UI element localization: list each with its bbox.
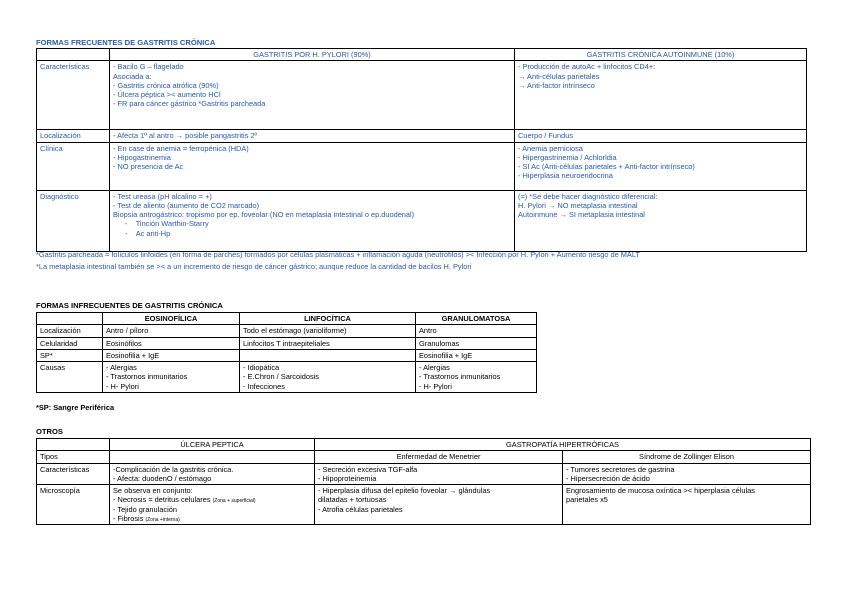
row-label: Causas	[37, 362, 103, 393]
text-line: - H- Pylori	[419, 381, 452, 391]
cell-autoimmune-location	[515, 130, 807, 142]
text-line: - Trastornos inmunitarios	[419, 372, 501, 382]
table-row	[37, 325, 537, 337]
table-cell	[416, 362, 537, 393]
table-cell	[110, 451, 315, 463]
row-label: Microscopía	[37, 485, 110, 525]
text-line: Autoinmune → SI metaplasia intestinal	[518, 210, 645, 219]
text-line: - E.Chron / Sarcoidosis	[243, 372, 319, 382]
text-line: - Hipersecreción de ácido	[566, 473, 650, 483]
zone-note: (Zona +interna)	[145, 516, 180, 523]
row-label: Características	[37, 61, 110, 130]
header-eosinophilic: EOSINOFÍLICA	[103, 313, 240, 325]
row-label: Localización	[37, 130, 110, 142]
text-line: - Test de aliento (aumento de CO2 marcado)	[113, 200, 260, 210]
table-cell	[240, 362, 416, 393]
cell-hpylori-characteristics	[110, 61, 515, 130]
note-metaplasia: *La metaplasia intestinal también se >< a un incremento de riesgo de cáncer gástrico; aunque reduce la cantidad de bacilos H. Pylori	[36, 262, 472, 271]
text-line: - Hipergastrinemia / Achlorldia	[518, 152, 617, 162]
header-hypertrophic-gastropathy: GASTROPATÍA HIPERTRÓFICAS	[315, 439, 811, 451]
text-line: - Trastornos inmunitarios	[106, 372, 188, 382]
text-line: - SI Ac (Anti-células parietales + Anti-factor intrínseco)	[518, 162, 695, 171]
text-line: → Anti-células parietales	[518, 71, 600, 81]
text-line: - Test ureasa (pH alcalino = +)	[113, 191, 212, 201]
table-row	[37, 130, 807, 142]
section2-title: FORMAS INFRECUENTES DE GASTRITIS CRÓNICA	[36, 301, 223, 310]
table-row	[37, 190, 807, 251]
table-row	[37, 61, 807, 130]
text-line: - NO presencia de Ac	[113, 162, 184, 171]
text-line: - Tejido granulación	[113, 504, 177, 514]
table-row	[37, 451, 811, 463]
table-cell	[315, 485, 563, 525]
row-label: Tipos	[37, 451, 110, 463]
row-label: Celularidad	[37, 337, 103, 349]
text-line	[113, 514, 311, 523]
table-cell: Antro	[416, 325, 537, 337]
text-line: - Infecciones	[243, 381, 285, 391]
text-line: (=) *Se debe hacer diagnóstico diferencial:	[518, 191, 658, 201]
text-line: dilatadas + tortuosas	[318, 495, 387, 505]
cell-hpylori-location	[110, 130, 515, 142]
text-line: Se observa en conjunto:	[113, 486, 193, 495]
row-label: Clínica	[37, 142, 110, 190]
text-line: - En case de anemia = ferropénica (HDA)	[113, 143, 249, 153]
text-line: - Secreción excesiva TGF-alfa	[318, 464, 418, 474]
table-cell: Eosinofilia + IgE	[103, 349, 240, 361]
infrequent-gastritis-table	[36, 312, 537, 393]
note-parcheada: *Gastritis parcheada = folículos linfoides (en forma de parches) formados por células plasmáticas + inflamación aguda (neutrófilos) >< Infección por H. Pylori + Aumento riesgo de MALT	[36, 250, 640, 259]
text-line: - Hiperplasia neuroendocrina	[518, 171, 613, 181]
text-line: - Bacilo G – flagelado	[113, 62, 184, 72]
header-granulomatous: GRANULOMATOSA	[416, 313, 537, 325]
text-line: -Complicación de la gastritis crónica.	[113, 464, 234, 474]
table-row	[37, 142, 807, 190]
header-lymphocytic: LINFOCÍTICA	[240, 313, 416, 325]
table-cell	[103, 362, 240, 393]
text-line: - FR para cáncer gástrico *Gastritis parcheada	[113, 99, 266, 109]
row-label: SP*	[37, 349, 103, 361]
empty-header-cell	[37, 49, 110, 61]
text-line: - Anemia perniciosa	[518, 143, 583, 153]
section1-title: FORMAS FRECUENTES DE GASTRITIS CRÓNICA	[36, 38, 216, 47]
text-line: parietales x5	[566, 495, 608, 505]
zone-note: (Zona + superficial)	[212, 498, 256, 505]
header-autoimmune: GASTRITIS CRÓNICA AUTOINMUNE (10%)	[515, 49, 807, 61]
text-line: - Atrofia células parietales	[318, 504, 403, 514]
row-label: Localización	[37, 325, 103, 337]
table-row	[37, 485, 811, 525]
text-line: - Producción de autoAc + linfocitos CD4+:	[518, 62, 656, 72]
text-line: - Hipogastrinemia	[113, 152, 171, 162]
subheader-zollinger: Síndrome de Zollinger Elison	[563, 451, 811, 463]
cell-hpylori-diagnosis	[110, 190, 515, 251]
empty-header-cell	[37, 313, 103, 325]
cell-autoimmune-diagnosis	[515, 190, 807, 251]
header-hpylori: GASTRITIS POR H. PYLORI (90%)	[110, 49, 515, 61]
table-cell: Todo el estómago (varioliforme)	[240, 325, 416, 337]
table-cell: Eosinofilia + IgE	[416, 349, 537, 361]
text-line: Asociada a:	[113, 71, 152, 81]
table-row	[37, 337, 537, 349]
row-label: Características	[37, 463, 110, 485]
text-line: → Anti-factor intrínseco	[518, 80, 595, 90]
text-line	[113, 495, 311, 504]
table-cell	[563, 463, 811, 485]
text-line: - Hiperplasia difusa del epitelio foveolar → glándulas	[318, 486, 491, 495]
text-line: - Idiopática	[243, 363, 280, 372]
table-cell: Eosinófilos	[103, 337, 240, 349]
table-cell	[110, 485, 315, 525]
text-line: - Alergias	[419, 363, 450, 372]
table-cell	[110, 463, 315, 485]
antibody-text: Ac anti-Hp	[135, 228, 171, 238]
table-row	[37, 463, 811, 485]
header-peptic-ulcer: ÚLCERA PEPTICA	[110, 439, 315, 451]
note-sp: *SP: Sangre Periférica	[36, 403, 115, 412]
table-row	[37, 349, 537, 361]
table-cell: Linfocitos T intraepiteliales	[240, 337, 416, 349]
table-cell	[563, 485, 811, 525]
cell-autoimmune-clinical	[515, 142, 807, 190]
text-line: - Ac anti-Hp	[125, 228, 171, 238]
row-label: Diagnóstico	[37, 190, 110, 251]
table-cell: Granulomas	[416, 337, 537, 349]
text-line: - Alergias	[106, 363, 137, 372]
table-cell	[240, 349, 416, 361]
text-line: - Tumores secretores de gastrina	[566, 464, 675, 474]
necrosis-text: - Necrosis = detritus celulares	[113, 495, 211, 505]
text-line: - Hipoproteinemia	[318, 473, 377, 483]
text-line: - H- Pylori	[106, 381, 139, 391]
text-line: - Tinción Warthin-Starry	[125, 219, 209, 229]
empty-header-cell	[37, 439, 110, 451]
text-line: - Afecta 1º al antro → posible pangastritis 2º	[113, 131, 258, 141]
text-line: H. Pylori → NO metaplasia intestinal	[518, 200, 638, 210]
subheader-menetrier: Enfermedad de Menetrier	[315, 451, 563, 463]
other-table	[36, 438, 811, 525]
text-line: Cuerpo / Fundus	[518, 131, 574, 141]
table-cell	[315, 463, 563, 485]
text-line: - Afecta: duodenO / estómago	[113, 473, 212, 483]
fibrosis-text: - Fibrosis	[113, 513, 144, 523]
section3-title: OTROS	[36, 427, 64, 436]
text-line: - Gastritis crónica atrófica (90%)	[113, 80, 219, 90]
stain-text: Tinción Warthin-Starry	[135, 219, 209, 229]
text-line: Engrosamiento de mucosa oxíntica >< hiperplasia células	[566, 486, 755, 495]
table-cell: Antro / píloro	[103, 325, 240, 337]
cell-hpylori-clinical	[110, 142, 515, 190]
frequent-gastritis-table	[36, 48, 807, 252]
table-row	[37, 362, 537, 393]
text-line: - Úlcera péptica >< aumento HCl	[113, 90, 221, 99]
text-line: Biopsia antrogástrico: tropismo por ep. foveolar (NO en metaplasia intestinal o ep.duodenal)	[113, 210, 415, 219]
cell-autoimmune-characteristics	[515, 61, 807, 130]
